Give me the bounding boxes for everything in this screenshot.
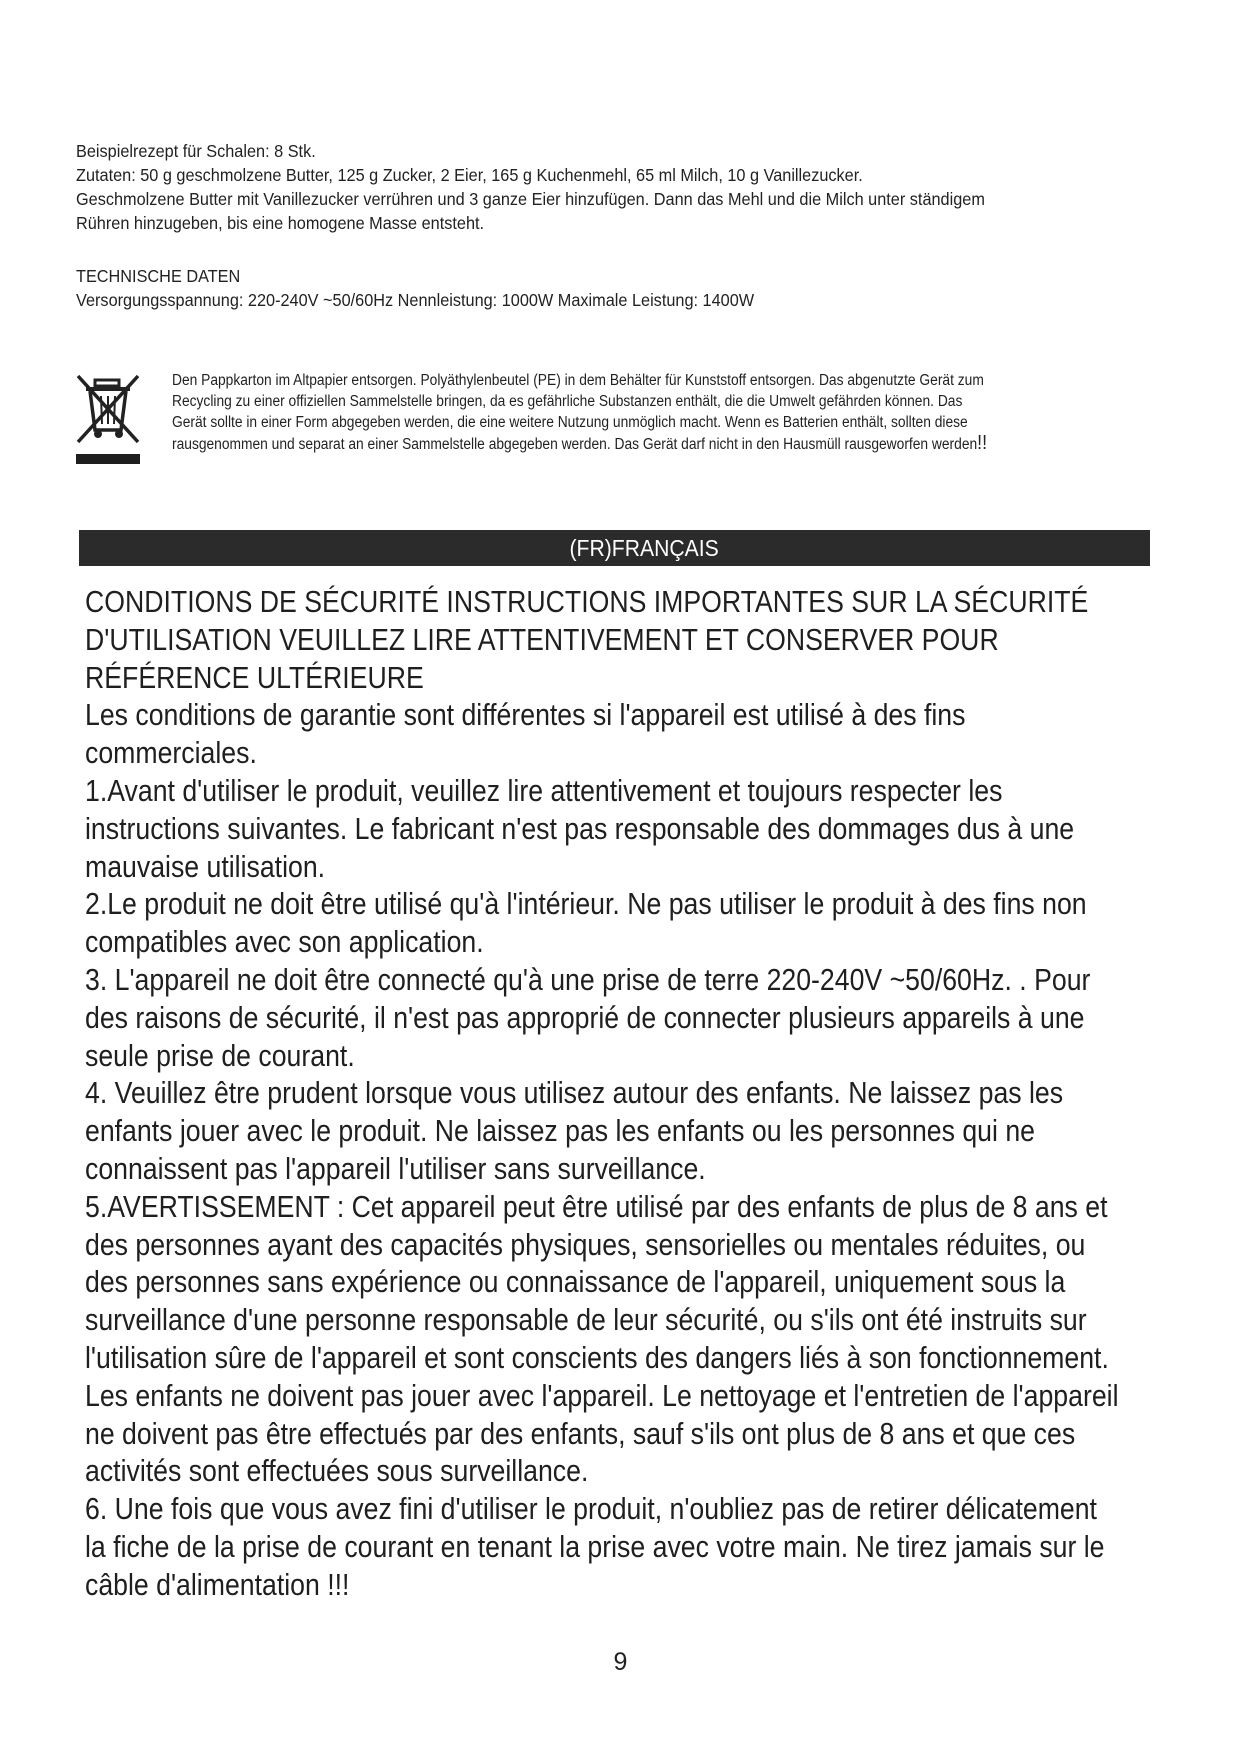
- disposal-last-line-text: rausgenommen und separat an einer Sammelstelle abgegeben werden. Das Gerät darf nicht in den Hausmüll rausgeworfen werden: [172, 436, 978, 453]
- disposal-instructions: [172, 370, 1062, 455]
- recipe-instructions-line: Geschmolzene Butter mit Vanillezucker verrühren und 3 ganze Eier hinzufügen. Dann das Mehl und die Milch unter ständigem: [76, 189, 985, 209]
- disposal-line: [172, 433, 1062, 455]
- disposal-line: Den Pappkarton im Altpapier entsorgen. Polyäthylenbeutel (PE) in dem Behälter für Kunststoff entsorgen. Das abgenutzte Gerät zum: [172, 372, 984, 389]
- instruction-6-line: câble d'alimentation !!!: [85, 1566, 350, 1602]
- instruction-1-line: 1.Avant d'utiliser le produit, veuillez lire attentivement et toujours respecter les: [85, 772, 1003, 808]
- recipe-title: Beispielrezept für Schalen: 8 Stk.: [76, 141, 316, 161]
- instruction-2-line: compatibles avec son application.: [85, 924, 484, 960]
- safety-heading-line: RÉFÉRENCE ULTÉRIEURE: [85, 659, 424, 695]
- instruction-5-line: surveillance d'une personne responsable de leur sécurité, ou s'ils ont été instruits sur: [85, 1302, 1087, 1338]
- page-number: 9: [613, 1648, 628, 1676]
- warranty-line: commerciales.: [85, 735, 257, 771]
- instruction-5-line: activités sont effectuées sous surveillance.: [85, 1453, 589, 1489]
- instruction-2-line: 2.Le produit ne doit être utilisé qu'à l'intérieur. Ne pas utiliser le produit à des fins non: [85, 886, 1087, 922]
- instruction-5-line: l'utilisation sûre de l'appareil et sont conscients des dangers liés à son fonctionnement.: [85, 1339, 1109, 1375]
- instruction-5-line: des personnes ayant des capacités physiques, sensorielles ou mentales réduites, ou: [85, 1226, 1086, 1262]
- disposal-emphasis: !!: [977, 432, 988, 454]
- instruction-3-line: seule prise de courant.: [85, 1037, 355, 1073]
- instruction-5-line: des personnes sans expérience ou connaissance de l'appareil, uniquement sous la: [85, 1264, 1066, 1300]
- disposal-line: Gerät sollte in einer Form abgegeben werden, die eine weitere Nutzung unmöglich macht. Wenn es Batterien enthält, sollten diese: [172, 414, 968, 431]
- technical-data-section: [76, 264, 754, 312]
- safety-heading-line: CONDITIONS DE SÉCURITÉ INSTRUCTIONS IMPORTANTES SUR LA SÉCURITÉ: [85, 584, 1089, 619]
- safety-heading-line: D'UTILISATION VEUILLEZ LIRE ATTENTIVEMENT ET CONSERVER POUR: [85, 621, 999, 657]
- recipe-instructions-line: Rühren hinzugeben, bis eine homogene Masse entsteht.: [76, 213, 485, 233]
- disposal-line: Recycling zu einer offiziellen Sammelstelle bringen, da es gefährliche Substanzen enthält, die die Umwelt gefährden können. Das: [172, 393, 963, 410]
- instruction-3-line: des raisons de sécurité, il n'est pas approprié de connecter plusieurs appareils à une: [85, 999, 1085, 1035]
- technical-data-heading: TECHNISCHE DATEN: [76, 266, 241, 286]
- instruction-1-line: mauvaise utilisation.: [85, 848, 326, 884]
- instruction-6-line: la fiche de la prise de courant en tenant la prise avec votre main. Ne tirez jamais sur le: [85, 1528, 1105, 1564]
- instruction-5-line: ne doivent pas être effectués par des enfants, sauf s'ils ont plus de 8 ans et que ces: [85, 1415, 1076, 1451]
- language-section-header: [79, 530, 1150, 566]
- recipe-ingredients: Zutaten: 50 g geschmolzene Butter, 125 g Zucker, 2 Eier, 165 g Kuchenmehl, 65 ml Milch, 10 g Vanillezucker.: [76, 165, 863, 185]
- instruction-5-line: Les enfants ne doivent pas jouer avec l'appareil. Le nettoyage et l'entretien de l'appareil: [85, 1377, 1119, 1413]
- recipe-section: [76, 139, 1080, 235]
- instruction-1-line: instructions suivantes. Le fabricant n'est pas responsable des dommages dus à une: [85, 810, 1075, 846]
- instruction-5-line: 5.AVERTISSEMENT : Cet appareil peut être utilisé par des enfants de plus de 8 ans et: [85, 1188, 1108, 1224]
- language-header-label: (FR)FRANÇAIS: [569, 535, 720, 561]
- instruction-6-line: 6. Une fois que vous avez fini d'utiliser le produit, n'oubliez pas de retirer délicatement: [85, 1491, 1097, 1527]
- instruction-4-line: connaissent pas l'appareil l'utiliser sans surveillance.: [85, 1150, 706, 1186]
- french-safety-text: [85, 583, 1151, 1604]
- technical-data-specs: Versorgungsspannung: 220-240V ~50/60Hz Nennleistung: 1000W Maximale Leistung: 1400W: [76, 290, 755, 310]
- warranty-line: Les conditions de garantie sont différentes si l'appareil est utilisé à des fins: [85, 697, 966, 733]
- instruction-4-line: 4. Veuillez être prudent lorsque vous utilisez autour des enfants. Ne laissez pas les: [85, 1075, 1064, 1111]
- instruction-3-line: 3. L'appareil ne doit être connecté qu'à une prise de terre 220-240V ~50/60Hz. . Pour: [85, 961, 1091, 997]
- weee-crossed-bin-icon: [74, 372, 142, 466]
- instruction-4-line: enfants jouer avec le produit. Ne laissez pas les enfants ou les personnes qui ne: [85, 1113, 1035, 1149]
